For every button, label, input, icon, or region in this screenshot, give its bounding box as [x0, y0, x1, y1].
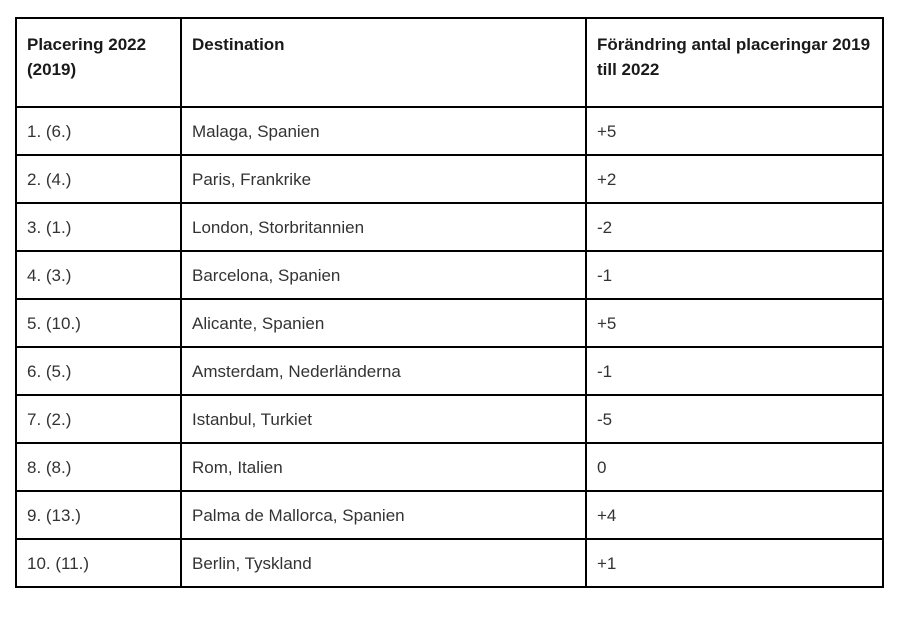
cell-destination: Rom, Italien	[181, 443, 586, 491]
header-change: Förändring antal placeringar 2019 till 2022	[586, 18, 883, 107]
cell-destination: London, Storbritannien	[181, 203, 586, 251]
cell-ranking: 8. (8.)	[16, 443, 181, 491]
cell-ranking: 7. (2.)	[16, 395, 181, 443]
cell-change: +1	[586, 539, 883, 587]
cell-destination: Istanbul, Turkiet	[181, 395, 586, 443]
cell-change: -1	[586, 347, 883, 395]
cell-change: -5	[586, 395, 883, 443]
table-row	[16, 347, 883, 395]
cell-destination: Berlin, Tyskland	[181, 539, 586, 587]
table-row	[16, 155, 883, 203]
header-ranking: Placering 2022 (2019)	[16, 18, 181, 107]
cell-destination: Palma de Mallorca, Spanien	[181, 491, 586, 539]
cell-ranking: 6. (5.)	[16, 347, 181, 395]
cell-ranking: 5. (10.)	[16, 299, 181, 347]
cell-ranking: 1. (6.)	[16, 107, 181, 155]
table-row	[16, 203, 883, 251]
cell-change: -1	[586, 251, 883, 299]
cell-destination: Barcelona, Spanien	[181, 251, 586, 299]
cell-destination: Malaga, Spanien	[181, 107, 586, 155]
cell-ranking: 10. (11.)	[16, 539, 181, 587]
destination-ranking-table	[15, 17, 884, 588]
cell-ranking: 3. (1.)	[16, 203, 181, 251]
cell-ranking: 4. (3.)	[16, 251, 181, 299]
table-row	[16, 251, 883, 299]
cell-ranking: 9. (13.)	[16, 491, 181, 539]
table-row	[16, 299, 883, 347]
cell-change: +4	[586, 491, 883, 539]
table-row	[16, 491, 883, 539]
table-row	[16, 395, 883, 443]
cell-ranking: 2. (4.)	[16, 155, 181, 203]
cell-change: 0	[586, 443, 883, 491]
header-destination: Destination	[181, 18, 586, 107]
table-row	[16, 539, 883, 587]
cell-change: +2	[586, 155, 883, 203]
cell-change: +5	[586, 107, 883, 155]
table-row	[16, 107, 883, 155]
cell-destination: Amsterdam, Nederländerna	[181, 347, 586, 395]
cell-destination: Alicante, Spanien	[181, 299, 586, 347]
cell-change: +5	[586, 299, 883, 347]
table-header-row	[16, 18, 883, 107]
cell-destination: Paris, Frankrike	[181, 155, 586, 203]
cell-change: -2	[586, 203, 883, 251]
table-row	[16, 443, 883, 491]
